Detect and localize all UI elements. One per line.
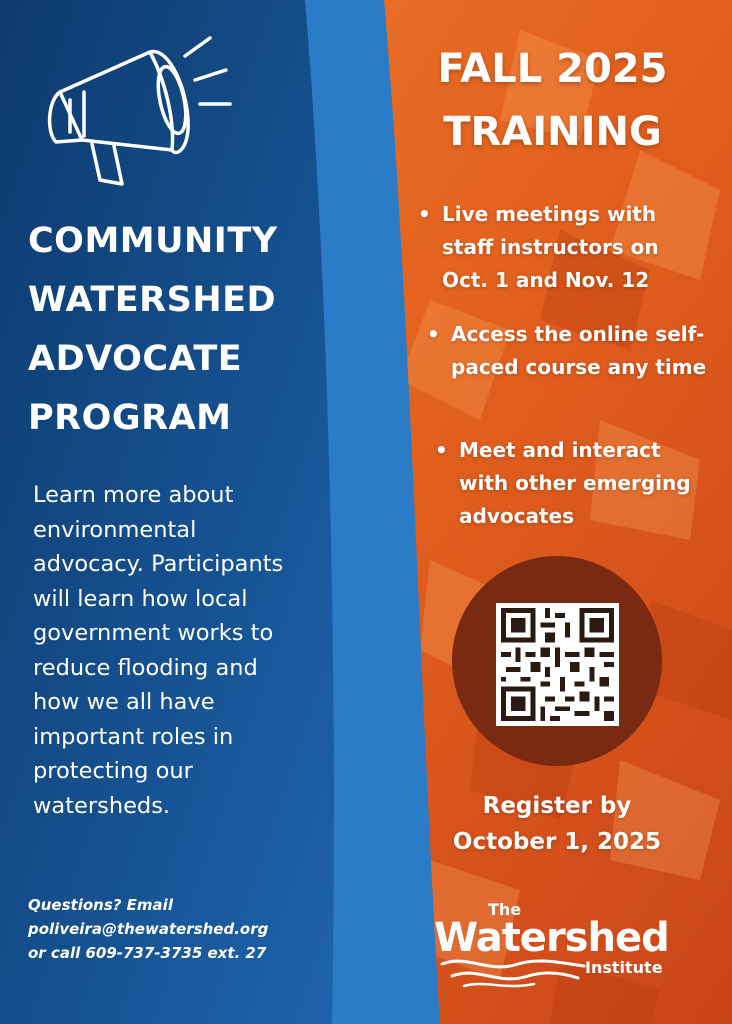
register-line: Register by	[482, 793, 632, 819]
contact-info	[28, 893, 318, 965]
program-title-line: COMMUNITY	[28, 221, 278, 261]
bullet-text: Access the online self-paced course any time	[451, 322, 707, 379]
bullet-item	[435, 434, 709, 533]
logo-wave-icon	[438, 956, 588, 990]
program-title-line: WATERSHED	[28, 280, 277, 320]
training-heading	[410, 38, 695, 164]
qr-code-icon[interactable]	[496, 603, 619, 726]
logo-institute-text: Institute	[585, 958, 663, 977]
bullet-dot-icon: •	[435, 438, 448, 462]
bullet-text: Live meetings with staff instructors on Oct. 1 and Nov. 12	[442, 202, 659, 292]
heading-line: TRAINING	[443, 109, 662, 155]
bullet-item	[418, 198, 692, 297]
contact-email[interactable]: poliveira@thewatershed.org	[28, 920, 269, 938]
program-title	[28, 212, 328, 448]
register-line: October 1, 2025	[452, 829, 662, 855]
contact-line: Questions? Email	[28, 896, 173, 914]
bullet-dot-icon: •	[427, 322, 440, 346]
logo-the-text: The	[488, 900, 522, 919]
program-title-line: ADVOCATE	[28, 339, 243, 379]
bullet-item	[427, 318, 723, 384]
bullet-text: Meet and interact with other emerging advocates	[459, 438, 691, 528]
logo-watershed-text: Watershed	[434, 915, 669, 961]
program-description: Learn more about environmental advocacy. Participants will learn how local government works to reduce flooding and how we all have important roles in protecting our watersheds.	[33, 482, 284, 819]
register-deadline	[440, 788, 674, 860]
bullet-dot-icon: •	[418, 202, 431, 226]
contact-phone[interactable]: or call 609-737-3735 ext. 27	[28, 944, 267, 962]
heading-line: FALL 2025	[437, 46, 668, 92]
program-title-line: PROGRAM	[28, 398, 232, 438]
